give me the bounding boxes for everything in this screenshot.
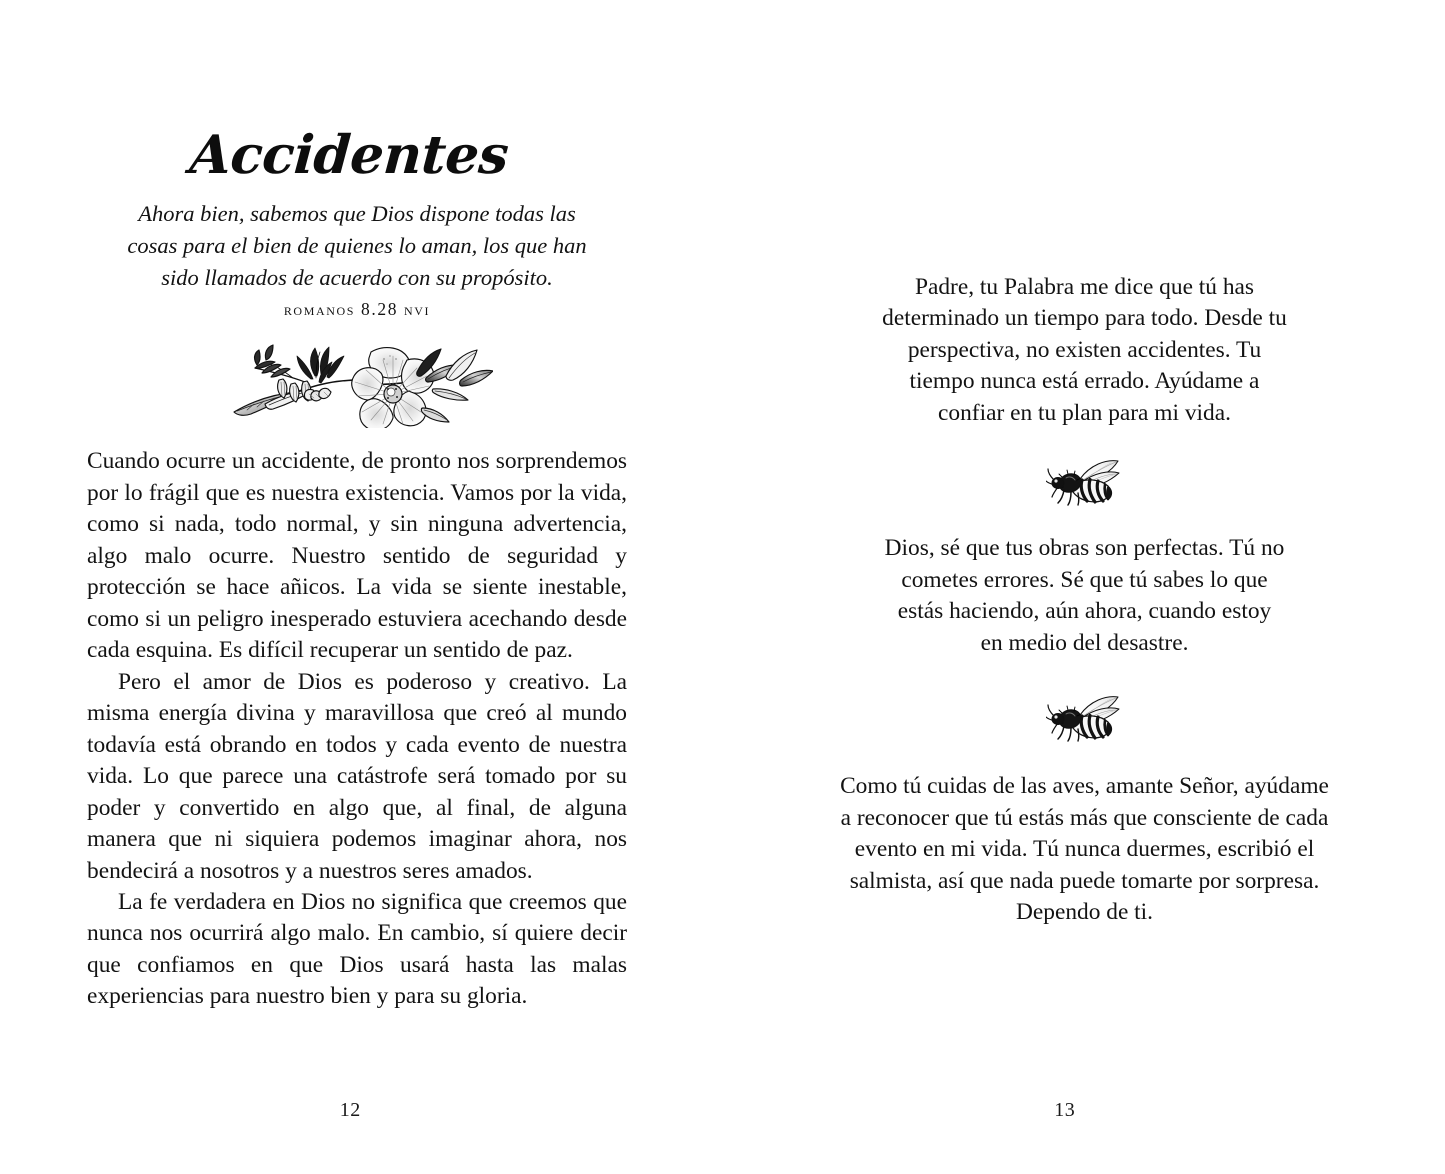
epigraph-scripture-reference: romanos 8.28 nvi (283, 299, 431, 320)
chapter-title: Accidentes (187, 124, 511, 186)
floral-sprig-ornament (221, 332, 493, 428)
body-text-block (87, 446, 627, 1012)
body-paragraph-3: La fe verdadera en Dios no significa que creemos que nunca nos ocurrirá algo malo. En cambio, sí quiere decir que confiamos en que Dios usará hasta las malas experiencias para nuestro bien y para su gloria. (87, 889, 627, 1010)
body-paragraph-1: Cuando ocurre un accidente, de pronto nos sorprendemos por lo frágil que es nuestra existencia. Vamos por la vida, como si nada, todo normal, y sin ninguna advertencia, algo malo ocurre. Nuestro sentido de seguridad y protección se hace añicos. La vida se siente inestable, como si un peligro inesperado estuviera acechando desde cada esquina. Es difícil recuperar un sentido de paz. (87, 448, 627, 664)
page-number-right: 13 (1054, 1099, 1076, 1121)
page-right-recto (723, 0, 1445, 1174)
bee-ornament (1046, 459, 1124, 507)
bee-ornament (1046, 695, 1124, 743)
epigraph-text: Ahora bien, sabemos que Dios dispone todas las cosas para el bien de quienes lo aman, los que han sido llamados de acuerdo con su propósito. (127, 200, 587, 290)
prayer-paragraph-2: Dios, sé que tus obras son perfectas. Tú no cometes errores. Sé que tú sabes lo que estás haciendo, aún ahora, cuando estoy en medio del desastre. (884, 535, 1285, 656)
right-page-content (835, 272, 1335, 929)
left-page-content (87, 124, 627, 1013)
body-paragraph-2: Pero el amor de Dios es poderoso y creativo. La misma energía divina y maravillosa que creó al mundo todavía está obrando en todos y cada evento de nuestra vida. Lo que parece una catástrofe será tomado por su poder y convertido en algo que, al final, de alguna manera que ni siquiera podemos imaginar ahora, nos bendecirá a nosotros y a nuestros seres amados. (87, 668, 627, 884)
page-number-left: 12 (339, 1099, 361, 1121)
prayer-paragraph-3: Como tú cuidas de las aves, amante Señor, ayúdame a reconocer que tú estás más que consciente de cada evento en mi vida. Tú nunca duermes, escribió el salmista, así que nada puede tomarte por sorpresa. Dependo de ti. (840, 773, 1329, 926)
prayer-paragraph-1: Padre, tu Palabra me dice que tú has determinado un tiempo para todo. Desde tu perspectiva, no existen accidentes. Tu tiempo nunca está errado. Ayúdame a confiar en tu plan para mi vida. (882, 274, 1287, 426)
